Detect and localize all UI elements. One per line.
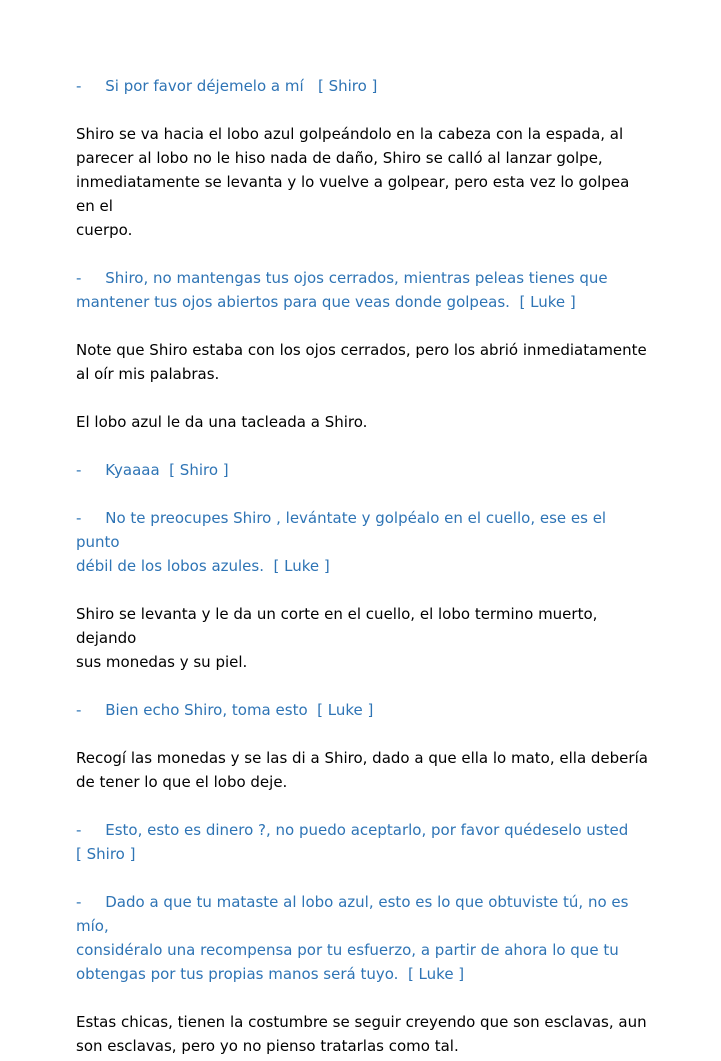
dialogue-paragraph (76, 818, 651, 866)
paragraph-gap (76, 242, 651, 266)
dialogue-paragraph (76, 506, 651, 578)
paragraph-gap (76, 794, 651, 818)
text-line: son esclavas, pero yo no pienso tratarlas como tal. (76, 1037, 459, 1055)
paragraph-gap (76, 434, 651, 458)
text-line: al oír mis palabras. (76, 365, 220, 383)
text-line: Shiro se va hacia el lobo azul golpeándolo en la cabeza con la espada, al (76, 125, 624, 143)
text-line: cuerpo. (76, 221, 133, 239)
narration-paragraph (76, 1010, 651, 1058)
paragraph-gap (76, 986, 651, 1010)
text-line: obtengas por tus propias manos será tuyo. [ Luke ] (76, 965, 465, 983)
text-line: Estas chicas, tienen la costumbre se seguir creyendo que son esclavas, aun (76, 1013, 647, 1031)
text-line: - Shiro, no mantengas tus ojos cerrados, mientras peleas tienes que (76, 269, 608, 287)
text-line: Shiro se levanta y le da un corte en el cuello, el lobo termino muerto, dejando (76, 605, 603, 647)
text-line: - Kyaaaa [ Shiro ] (76, 461, 229, 479)
dialogue-paragraph (76, 698, 651, 722)
text-line: - Bien echo Shiro, toma esto [ Luke ] (76, 701, 374, 719)
dialogue-paragraph (76, 266, 651, 314)
paragraph-gap (76, 674, 651, 698)
text-line: [ Shiro ] (76, 845, 136, 863)
narration-paragraph (76, 410, 651, 434)
paragraph-gap (76, 482, 651, 506)
text-line: parecer al lobo no le hiso nada de daño, Shiro se calló al lanzar golpe, (76, 149, 603, 167)
text-line: de tener lo que el lobo deje. (76, 773, 288, 791)
narration-paragraph (76, 602, 651, 674)
narration-paragraph (76, 122, 651, 242)
text-line: - Esto, esto es dinero ?, no puedo aceptarlo, por favor quédeselo usted (76, 821, 629, 839)
text-line: considéralo una recompensa por tu esfuerzo, a partir de ahora lo que tu (76, 941, 619, 959)
text-line: El lobo azul le da una tacleada a Shiro. (76, 413, 368, 431)
dialogue-paragraph (76, 74, 651, 98)
paragraph-gap (76, 578, 651, 602)
text-line: sus monedas y su piel. (76, 653, 248, 671)
text-line: débil de los lobos azules. [ Luke ] (76, 557, 330, 575)
text-line: Note que Shiro estaba con los ojos cerrados, pero los abrió inmediatamente (76, 341, 647, 359)
text-line: - Dado a que tu mataste al lobo azul, esto es lo que obtuviste tú, no es mío, (76, 893, 634, 935)
narration-paragraph (76, 338, 651, 386)
text-line: - No te preocupes Shiro , levántate y golpéalo en el cuello, ese es el punto (76, 509, 611, 551)
text-line: mantener tus ojos abiertos para que veas donde golpeas. [ Luke ] (76, 293, 576, 311)
text-line: inmediatamente se levanta y lo vuelve a golpear, pero esta vez lo golpea en el (76, 173, 635, 215)
dialogue-paragraph (76, 890, 651, 986)
text-line: - Si por favor déjemelo a mí [ Shiro ] (76, 77, 378, 95)
paragraph-gap (76, 722, 651, 746)
text-line: Recogí las monedas y se las di a Shiro, dado a que ella lo mato, ella debería (76, 749, 648, 767)
paragraph-gap (76, 98, 651, 122)
dialogue-paragraph (76, 458, 651, 482)
paragraph-gap (76, 866, 651, 890)
paragraph-gap (76, 314, 651, 338)
document-page (76, 74, 651, 1058)
narration-paragraph (76, 746, 651, 794)
paragraph-gap (76, 386, 651, 410)
